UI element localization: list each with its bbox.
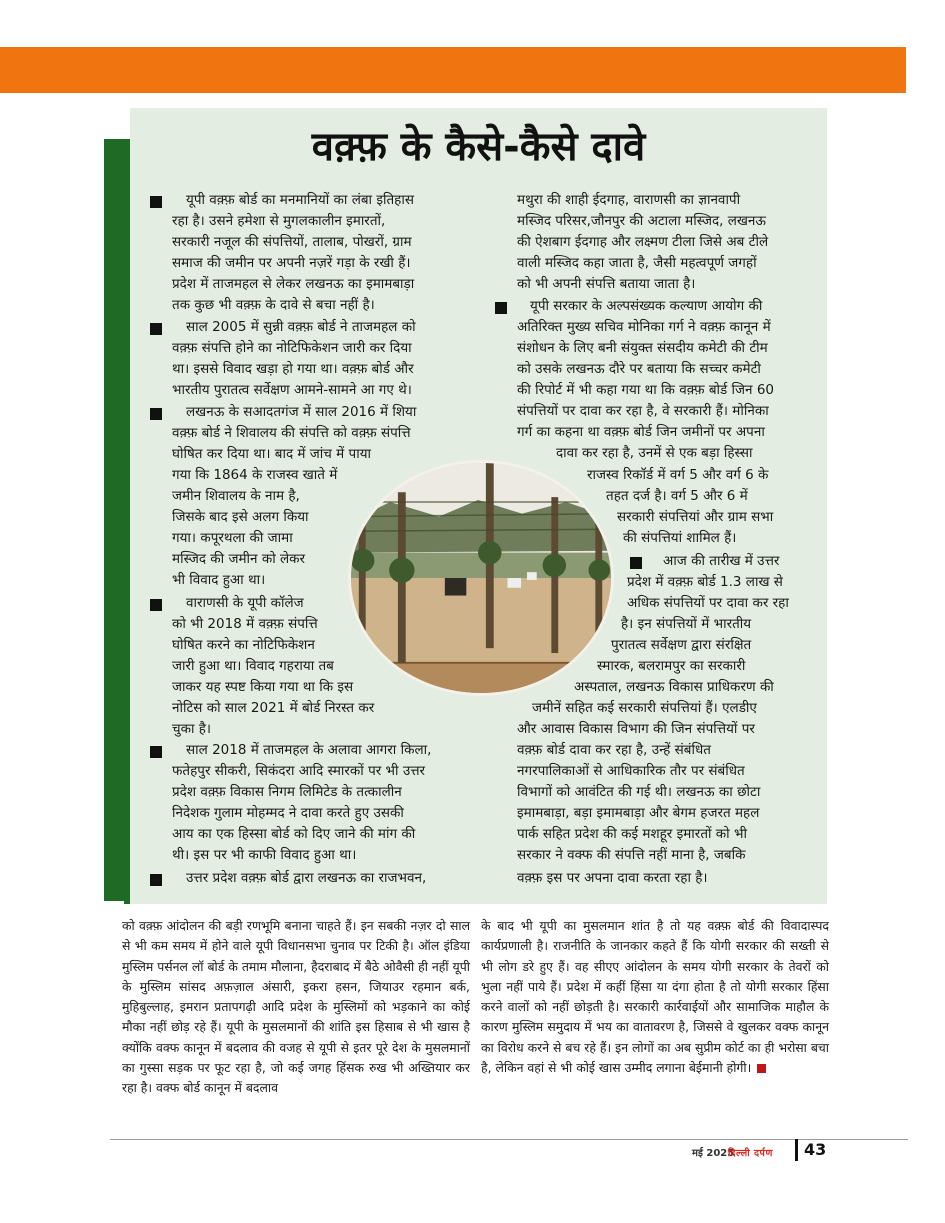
square-bullet-icon bbox=[150, 408, 162, 420]
box-line: को भी 2018 में वक़्फ़ संपत्ति bbox=[172, 616, 318, 632]
square-bullet-icon bbox=[150, 196, 162, 208]
box-line: मथुरा की शाही ईदगाह, वाराणसी का ज्ञानवापी bbox=[517, 192, 741, 208]
square-bullet-icon bbox=[150, 599, 162, 611]
box-line: संपत्तियों पर दावा कर रहा है, वे सरकारी हैं। मोनिका bbox=[517, 403, 769, 419]
box-line: वक़्फ़ संपत्ति होने का नोटिफिकेशन जारी कर दिया bbox=[172, 340, 412, 356]
box-line: तक कुछ भी वक़्फ़ के दावे से बचा नहीं है। bbox=[172, 297, 375, 313]
footer-rule bbox=[110, 1139, 908, 1140]
box-line: जिसके बाद इसे अलग किया bbox=[172, 509, 309, 525]
box-line: साल 2018 में ताजमहल के अलावा आगरा किला, bbox=[186, 742, 432, 758]
box-line: पुरातत्व सर्वेक्षण द्वारा संरक्षित bbox=[611, 637, 752, 653]
box-line: राजस्व रिकॉर्ड में वर्ग 5 और वर्ग 6 के bbox=[587, 467, 769, 483]
square-bullet-icon bbox=[150, 746, 162, 758]
box-line: समाज की जमीन पर अपनी नज़रें गड़ा के रखी हैं। bbox=[172, 255, 411, 271]
box-line: जारी हुआ था। विवाद गहराया तब bbox=[172, 658, 334, 674]
box-line: को भी अपनी संपत्ति बताया जाता है। bbox=[517, 276, 696, 292]
box-line: था। इससे विवाद खड़ा हो गया था। वक़्फ़ बोर्ड और bbox=[172, 361, 414, 377]
box-line: सरकार ने वक्फ की संपत्ति नहीं माना है, जबकि bbox=[517, 847, 746, 863]
box-line: उत्तर प्रदेश वक़्फ़ बोर्ड द्वारा लखनऊ का राजभवन, bbox=[186, 870, 427, 886]
accent-rule bbox=[104, 139, 130, 901]
box-line: अतिरिक्त मुख्य सचिव मोनिका गर्ग ने वक़्फ़ कानून में bbox=[517, 319, 771, 335]
body-column-right bbox=[481, 916, 829, 1078]
box-line: विभागों को आवंटित की गई थी। लखनऊ का छोटा bbox=[517, 784, 761, 800]
body-column-left: को वक़्फ़ आंदोलन की बड़ी रणभूमि बनाना चाहते हैं। इन सबकी नज़र दो साल से भी कम समय में होने वाले यूपी विधानसभा चुनाव पर टिकी है। ऑल इंडिया मुस्लिम पर्सनल लॉ बोर्ड के तमाम मौलाना, हैदराबाद में बैठे ओवैसी ही नहीं यूपी के मुस्लिम सांसद अफ़ज़ाल अंसारी, इकरा हसन, जियाउर रहमान बर्क, मुहिबुल्लाह, इमरान प्रतापगढ़ी आदि प्रदेश के मुस्लिमों को भड़काने का कोई मौका नहीं छोड़ रहे हैं। यूपी के मुसलमानों की शांति इस हिसाब से भी खास है क्योंकि वक्फ कानून में बदलाव की वजह से यूपी से इतर पूरे देश के मुसलमानों का गुस्सा सड़क पर फूट रहा है, जो कई जगह हिंसक रुख भी अख्तियार कर रहा है। वक्फ बोर्ड कानून में बदलाव bbox=[122, 918, 470, 1096]
page-number: 43 bbox=[804, 1140, 827, 1159]
box-line: नोटिस को साल 2021 में बोर्ड निरस्त कर bbox=[172, 700, 375, 716]
box-line: वक़्फ़ बोर्ड ने शिवालय की संपत्ति को वक़्फ़ संपत्ति bbox=[172, 425, 411, 441]
fenced-ground-photo bbox=[348, 460, 614, 696]
magazine-logo: दिल्ली दर्पण bbox=[728, 1148, 773, 1159]
square-bullet-icon bbox=[495, 302, 507, 314]
issue-date: मई 2025 bbox=[692, 1148, 735, 1159]
box-line: गया। कपूरथला की जामा bbox=[172, 530, 293, 546]
box-line: वक़्फ़ इस पर अपना दावा करता रहा है। bbox=[517, 870, 708, 886]
box-line: और आवास विकास विभाग की जिन संपत्तियों पर bbox=[517, 721, 755, 737]
square-bullet-icon bbox=[630, 557, 642, 569]
box-line: मस्जिद परिसर,जौनपुर की अटाला मस्जिद, लखनऊ bbox=[517, 213, 766, 229]
box-line: अस्पताल, लखनऊ विकास प्राधिकरण की bbox=[574, 679, 774, 695]
box-line: स्मारक, बलरामपुर का सरकारी bbox=[597, 658, 746, 674]
box-line: प्रदेश वक़्फ़ विकास निगम लिमिटेड के तत्कालीन bbox=[172, 784, 402, 800]
box-line: यूपी वक़्फ़ बोर्ड का मनमानियों का लंबा इतिहास bbox=[186, 192, 414, 208]
square-bullet-icon bbox=[150, 874, 162, 886]
footer-separator bbox=[795, 1139, 798, 1161]
box-line: पार्क सहित प्रदेश की कई मशहूर इमारतों को भी bbox=[517, 826, 747, 842]
box-line: साल 2005 में सुन्नी वक़्फ़ बोर्ड ने ताजमहल को bbox=[186, 319, 416, 335]
box-title: वक़्फ़ के कैसे-कैसे दावे bbox=[311, 124, 646, 170]
box-line: की संपत्तियां शामिल हैं। bbox=[623, 530, 737, 546]
box-line: वक़्फ़ बोर्ड दावा कर रहा है, उन्हें संबंधित bbox=[517, 742, 711, 758]
box-line: को उसके लखनऊ दौरे पर बताया कि सच्चर कमेटी bbox=[517, 361, 761, 377]
square-bullet-icon bbox=[150, 323, 162, 335]
box-line: लखनऊ के सआदतगंज में साल 2016 में शिया bbox=[186, 404, 417, 420]
body-column-right-text: के बाद भी यूपी का मुसलमान शांत है तो यह वक़्फ़ बोर्ड की विवादास्पद कार्यप्रणाली है। राजनीति के जानकार कहते हैं कि योगी सरकार की सख्ती से भी लोग डरे हुए हैं। वह सीएए आंदोलन के समय योगी सरकार के तेवरों को भुला नहीं पाये हैं। प्रदेश में कहीं हिंसा या दंगा होता है तो योगी सरकार हिंसा करने वालों को नहीं छोड़ती है। सरकारी कार्रवाईयों और सामाजिक माहौल के कारण मुस्लिम समुदाय में भय का वातावरण है, जिससे वे खुलकर वक्फ कानून का विरोध करने से बच रहे हैं। इन लोगों का अब सुप्रीम कोर्ट का ही भरोसा बचा है, लेकिन वहां से भी कोई खास उम्मीद लगाना बेईमानी होगी। bbox=[481, 918, 829, 1076]
box-line: मस्जिद की जमीन को लेकर bbox=[172, 551, 306, 567]
box-line: गया कि 1864 के राजस्व खाते में bbox=[172, 467, 338, 483]
box-line: है। इन संपत्तियों में भारतीय bbox=[621, 616, 752, 632]
box-line: सरकारी नजूल की संपत्तियों, तालाब, पोखरों, ग्राम bbox=[172, 234, 412, 250]
box-line: तहत दर्ज है। वर्ग 5 और 6 में bbox=[606, 488, 748, 504]
box-line: संशोधन के लिए बनी संयुक्त संसदीय कमेटी की टीम bbox=[517, 340, 768, 356]
box-line: फतेहपुर सीकरी, सिकंदरा आदि स्मारकों पर भी उत्तर bbox=[172, 763, 426, 779]
box-line: आय का एक हिस्सा बोर्ड को दिए जाने की मांग की bbox=[172, 826, 416, 842]
box-line: जमीनें सहित कई सरकारी संपत्तियां हैं। एलडीए bbox=[532, 700, 757, 716]
box-line: चुका है। bbox=[172, 721, 212, 737]
box-line: की ऐशबाग ईदगाह और लक्ष्मण टीला जिसे अब टीले bbox=[517, 234, 769, 250]
box-line: भी विवाद हुआ था। bbox=[172, 572, 266, 588]
box-line: प्रदेश में ताजमहल से लेकर लखनऊ का इमामबाड़ा bbox=[172, 276, 415, 292]
box-line: सरकारी संपत्तियां और ग्राम सभा bbox=[617, 509, 774, 525]
box-line: आज की तारीख में उत्तर bbox=[663, 553, 780, 569]
box-line: यूपी सरकार के अल्पसंख्यक कल्याण आयोग की bbox=[530, 298, 763, 314]
box-line: घोषित कर दिया था। बाद में जांच में पाया bbox=[172, 446, 372, 462]
box-line: वाराणसी के यूपी कॉलेज bbox=[186, 595, 304, 611]
box-line: अधिक संपत्तियों पर दावा कर रहा bbox=[627, 595, 789, 611]
box-line: इमामबाड़ा, बड़ा इमामबाड़ा और बेगम हजरत महल bbox=[517, 805, 760, 821]
box-line: घोषित करने का नोटिफिकेशन bbox=[172, 637, 315, 653]
box-line: प्रदेश में वक़्फ़ बोर्ड 1.3 लाख से bbox=[627, 574, 783, 590]
box-line: की रिपोर्ट में भी कहा गया था कि वक़्फ़ बोर्ड जिन 60 bbox=[517, 382, 775, 398]
box-line: नगरपालिकाओं से आधिकारिक तौर पर संबंधित bbox=[517, 763, 745, 779]
box-line: जमीन शिवालय के नाम है, bbox=[172, 488, 300, 504]
box-line: जाकर यह स्पष्ट किया गया था कि इस bbox=[172, 679, 354, 695]
box-line: गर्ग का कहना था वक़्फ़ बोर्ड जिन जमीनों पर अपना bbox=[517, 424, 765, 440]
red-square-icon bbox=[757, 1064, 766, 1073]
box-line: निदेशक गुलाम मोहम्मद ने दावा करते हुए उसकी bbox=[172, 805, 404, 821]
header-band bbox=[0, 47, 906, 93]
box-line: थी। इस पर भी काफी विवाद हुआ था। bbox=[172, 847, 357, 863]
box-line: वाली मस्जिद कहा जाता है, जैसी महत्वपूर्ण जगहों bbox=[517, 255, 757, 271]
box-line: दावा कर रहा है, उनमें से एक बड़ा हिस्सा bbox=[556, 445, 753, 461]
box-line: रहा है। उसने हमेशा से मुगलकालीन इमारतों, bbox=[172, 213, 386, 229]
box-line: भारतीय पुरातत्व सर्वेक्षण आमने-सामने आ गए थे। bbox=[172, 382, 412, 398]
